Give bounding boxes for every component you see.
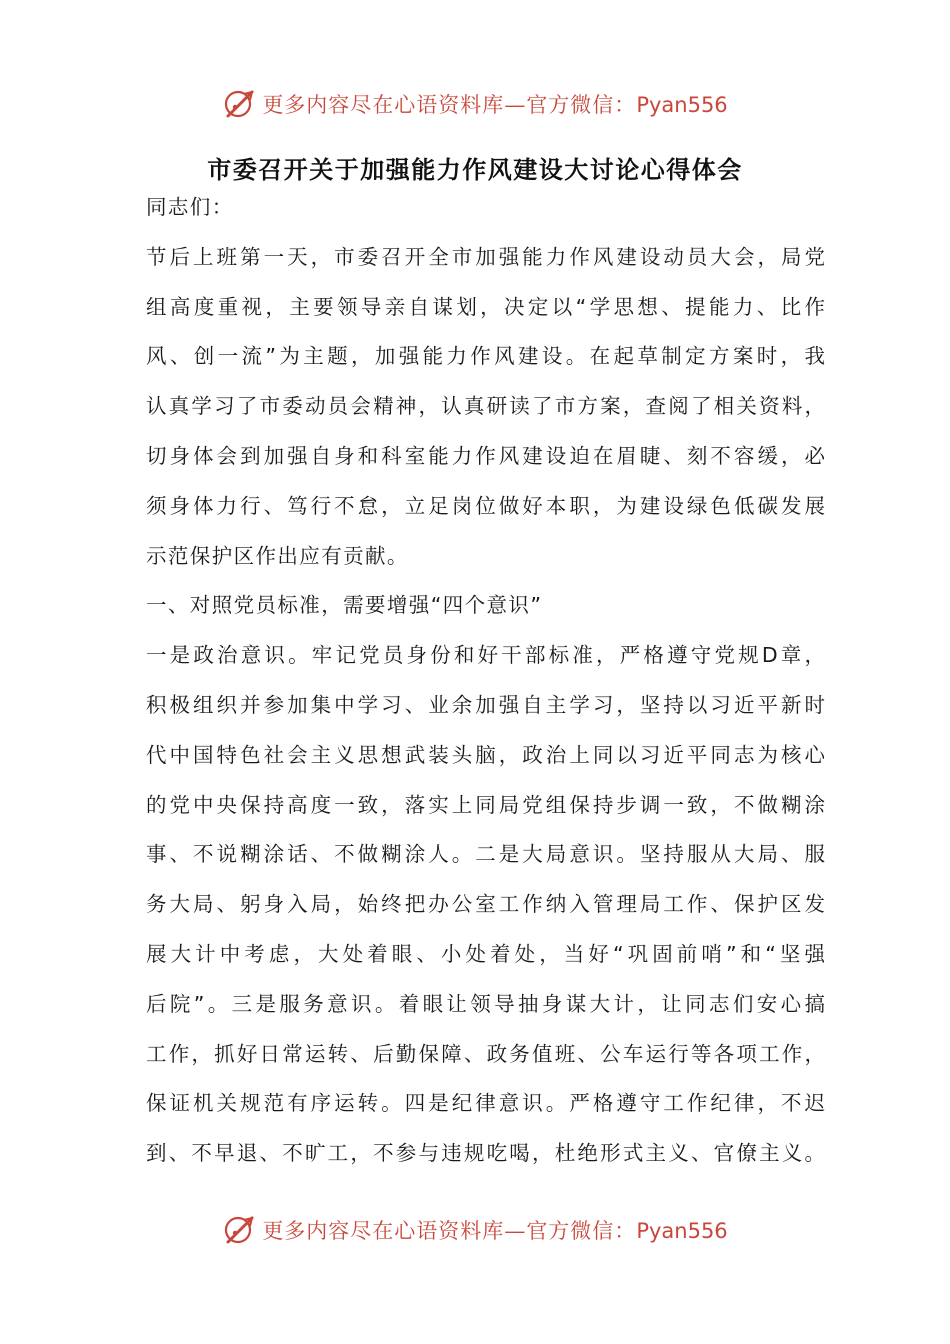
banner-text: 更多内容尽在心语资料库—官方微信：Pyan556 [262,1219,728,1243]
body-line: 工作，抓好日常运转、后勤保障、政务值班、公车运行等各项工作， [146,1041,826,1066]
body-line: 切身体会到加强自身和科室能力作风建设迫在眉睫、刻不容缓，必 [146,443,826,468]
wechat-id: Pyan556 [636,93,728,117]
body-line: 风、创一流”为主题，加强能力作风建设。在起草制定方案时，我 [146,344,826,369]
body-line: 积极组织并参加集中学习、业余加强自主学习，坚持以习近平新时 [146,692,826,717]
section-heading: 一、对照党员标准，需要增强“四个意识” [146,593,543,618]
banner-text: 更多内容尽在心语资料库—官方微信：Pyan556 [262,93,728,117]
document-title: 市委召开关于加强能力作风建设大讨论心得体会 [207,156,743,184]
body-line: 到、不早退、不旷工，不参与违规吃喝，杜绝形式主义、官僚主义。 [146,1141,826,1166]
body-line: 认真学习了市委动员会精神，认真研读了市方案，查阅了相关资料， [146,394,826,419]
body-line: 一是政治意识。牢记党员身份和好干部标准，严格遵守党规D章， [146,643,826,668]
body-line: 的党中央保持高度一致，落实上同局党组保持步调一致，不做糊涂 [146,792,826,817]
body-line: 示范保护区作出应有贡献。 [146,543,409,568]
wechat-id: Pyan556 [636,1219,728,1243]
body-line: 展大计中考虑，大处着眼、小处着处，当好“巩固前哨”和“坚强 [146,941,826,966]
body-line: 节后上班第一天，市委召开全市加强能力作风建设动员大会，局党 [146,244,826,269]
header-watermark-banner [0,84,950,124]
body-line: 事、不说糊涂话、不做糊涂人。二是大局意识。坚持服从大局、服 [146,842,826,867]
body-line: 务大局、躬身入局，始终把办公室工作纳入管理局工作、保护区发 [146,892,826,917]
footer-watermark-banner [0,1210,950,1250]
body-line: 同志们： [146,195,234,219]
body-line: 保证机关规范有序运转。四是纪律意识。严格遵守工作纪律，不迟 [146,1091,826,1116]
body-line: 后院”。三是服务意识。着眼让领导抽身谋大计，让同志们安心搞 [146,991,826,1016]
pen-logo-icon [222,86,258,122]
body-line: 代中国特色社会主义思想武装头脑，政治上同以习近平同志为核心 [146,742,826,767]
document-body [146,183,826,1179]
body-line: 组高度重视，主要领导亲自谋划，决定以“学思想、提能力、比作 [146,294,826,319]
pen-logo-icon [222,1212,258,1248]
body-line: 须身体力行、笃行不怠，立足岗位做好本职，为建设绿色低碳发展 [146,493,826,518]
